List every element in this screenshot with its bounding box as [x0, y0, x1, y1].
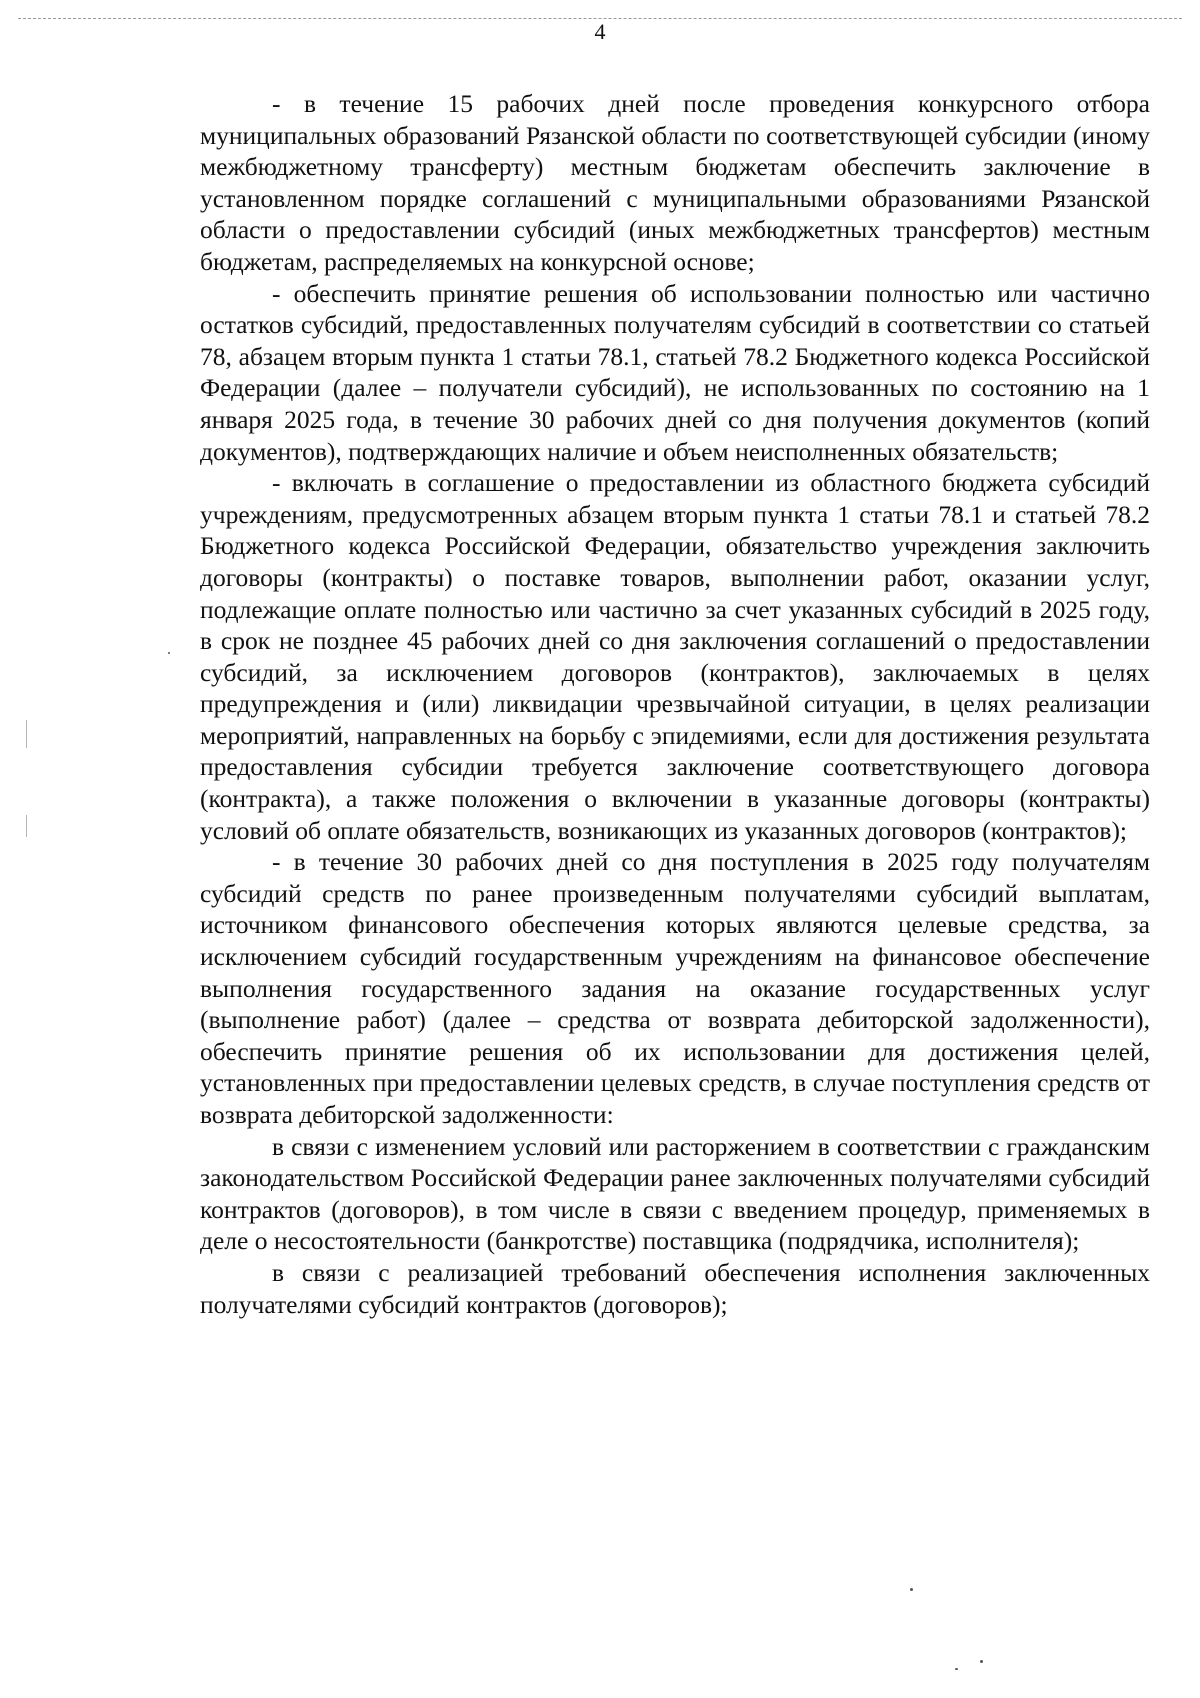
- paragraph-receivables-return: - в течение 30 рабочих дней со дня поступления в 2025 году получателям субсидий средств по ранее произведенным получателями субсидий выплатам, источником финансового обеспечения которых являются целевые средства, за исключением субсидий государственным учреждениям на финансовое обеспечение выполнения государственного задания на оказание государственных услуг (выполнение работ) (далее – средства от возврата дебиторской задолженности), обеспечить принятие решения об их использовании для достижения целей, установленных при предоставлении целевых средств, в случае поступления средств от возврата дебиторской задолженности:: [200, 847, 1150, 1129]
- scan-speck: [980, 1660, 983, 1663]
- paragraph-agreement-obligation: - включать в соглашение о предоставлении из областного бюджета субсидий учреждениям, предусмотренных абзацем вторым пункта 1 статьи 78.1 и статьей 78.2 Бюджетного кодекса Российской Федерации, обязательство учреждения заключить договоры (контракты) о поставке товаров, выполнении работ, оказании услуг, подлежащие оплате полностью или частично за счет указанных субсидий в 2025 году, в срок не позднее 45 рабочих дней со дня заключения соглашений о предоставлении субсидий, за исключением договоров (контрактов), заключаемых в целях предупреждения и (или) ликвидации чрезвычайной ситуации, в целях реализации мероприятий, направленных на борьбу с эпидемиями, если для достижения результата предоставления субсидии требуется заключение соответствующего договора (контракта), а также положения о включении в указанные договоры (контракты) условий об оплате обязательств, возникающих из указанных договоров (контрактов);: [200, 468, 1150, 845]
- scan-speck: [955, 1668, 958, 1670]
- paragraph-contract-termination: в связи с изменением условий или расторжением в соответствии с гражданским законодательством Российской Федерации ранее заключенных получателями субсидий контрактов (договоров), в том числе в связи с введением процедур, применяемых в деле о несостоятельности (банкротстве) поставщика (подрядчика, исполнителя);: [200, 1131, 1150, 1256]
- paragraph-subsidy-balances: - обеспечить принятие решения об использовании полностью или частично остатков субсидий, предоставленных получателям субсидий в соответствии со статьей 78, абзацем вторым пункта 1 статьи 78.1, статьей 78.2 Бюджетного кодекса Российской Федерации (далее – получатели субсидий), не использованных по состоянию на 1 января 2025 года, в течение 30 рабочих дней со дня получения документов (копий документов), подтверждающих наличие и объем неисполненных обязательств;: [200, 278, 1150, 466]
- scan-speck: [168, 652, 170, 654]
- scan-margin-mark: [26, 720, 27, 748]
- scan-margin-mark: [26, 815, 27, 837]
- page-number: 4: [594, 19, 606, 44]
- paragraph-contract-security: в связи с реализацией требований обеспечения исполнения заключенных получателями субсидий контрактов (договоров);: [200, 1257, 1150, 1319]
- paragraph-competitive-selection: - в течение 15 рабочих дней после проведения конкурсного отбора муниципальных образований Рязанской области по соответствующей субсидии (иному межбюджетному трансферту) местным бюджетам обеспечить заключение в установленном порядке соглашений с муниципальными образованиями Рязанской области о предоставлении субсидий (иных межбюджетных трансфертов) местным бюджетам, распределяемых на конкурсной основе;: [200, 89, 1150, 276]
- document-body: [200, 88, 1150, 1320]
- scan-speck: [910, 1588, 913, 1591]
